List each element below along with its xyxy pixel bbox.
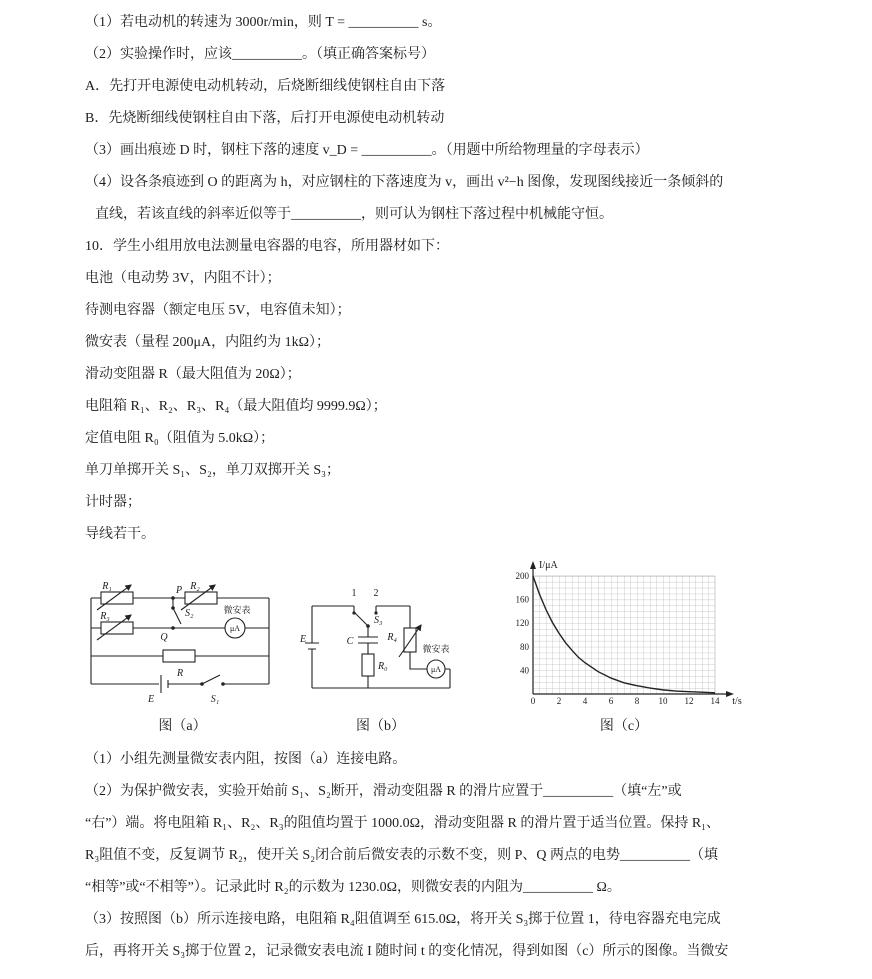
x-axis-label: t/s [732, 696, 742, 707]
label-pos1: 1 [351, 588, 357, 599]
label-r3: R₃ [100, 611, 110, 622]
x-tick-label: 4 [582, 696, 588, 706]
equipment-item: 滑动变阻器 R（最大阻值为 20Ω）； [85, 367, 301, 382]
resistor-r1 [101, 592, 133, 604]
text-line: 直线，若该直线的斜率近似等于__________，则可认为钢柱下落过程中机械能守恒。 [95, 207, 613, 222]
label-c: C [346, 636, 354, 647]
x-tick-label: 8 [634, 696, 640, 706]
text-line: （1）若电动机的转速为 3000r/min，则 T = __________ s。 [85, 15, 442, 30]
question-10-title: 10．学生小组用放电法测量电容器的电容，所用器材如下： [85, 239, 449, 254]
text-line: （3）按照图（b）所示连接电路，电阻箱 R₄阻值调至 615.0Ω，将开关 S₃掷于位置 1，待电容器充电完成 [85, 912, 721, 927]
microammeter-symbol: μA [229, 624, 241, 633]
node-p [171, 596, 175, 600]
label-s2: S₂ [185, 608, 194, 619]
resistor-r2 [185, 592, 217, 604]
equipment-item: 待测电容器（额定电压 5V，电容值未知）； [85, 303, 351, 318]
equipment-item: 导线若干。 [85, 527, 155, 542]
equipment-item: 单刀单掷开关 S₁、S₂，单刀双掷开关 S₃； [85, 463, 341, 478]
text-line: （2）实验操作时，应该__________。（填正确答案标号） [85, 47, 435, 62]
equipment-item: 计时器； [85, 495, 141, 510]
label-r: R [176, 668, 184, 679]
rheostat-r [163, 650, 195, 662]
figure-a-caption: 图（a） [158, 719, 207, 734]
label-e-a: E [147, 694, 155, 705]
battery-icon [161, 675, 168, 693]
figure-b [298, 580, 463, 735]
figure-a-circuit [85, 580, 280, 708]
text-line: （2）为保护微安表，实验开始前 S₁、S₂断开，滑动变阻器 R 的滑片应置于__________（填“左”或 [85, 784, 682, 799]
figure-c-caption: 图（c） [599, 719, 649, 734]
battery-icon [305, 643, 319, 649]
label-p: P [175, 585, 183, 596]
figure-c [499, 556, 749, 735]
label-s3: S₃ [374, 615, 383, 626]
x-tick-label: 12 [684, 696, 694, 706]
figure-b-circuit [298, 580, 463, 708]
x-tick-label: 6 [608, 696, 614, 706]
figures-row [85, 556, 834, 735]
microammeter-symbol: μA [430, 665, 442, 674]
resistor-r0 [362, 654, 374, 676]
text-line: “相等”或“不相等”）。记录此时 R₂的示数为 1230.0Ω，则微安表的内阻为__________ Ω。 [85, 880, 621, 895]
figure-c-plot [499, 556, 749, 708]
equipment-item: 定值电阻 R₀（阻值为 5.0kΩ）； [85, 431, 275, 446]
x-tick-label: 10 [658, 696, 668, 706]
label-q: Q [160, 632, 168, 643]
y-tick-label: 160 [515, 594, 529, 605]
label-pos2: 2 [373, 588, 379, 599]
figure-a [85, 580, 280, 735]
option-a: A．先打开电源使电动机转动，后烧断细线使钢柱自由下落 [85, 79, 446, 94]
label-s1: S₁ [210, 694, 220, 705]
label-r4: R₄ [387, 632, 397, 643]
resistor-r4 [404, 628, 416, 652]
x-tick-label: 14 [710, 696, 720, 706]
switch-s1-icon [202, 675, 220, 684]
label-r0: R₀ [378, 661, 388, 672]
label-r1: R₁ [102, 581, 112, 592]
y-axis-label: I/μA [539, 560, 558, 571]
label-meter-a: 微安表 [223, 605, 251, 615]
equipment-item: 微安表（量程 200μA，内阻约为 1kΩ）； [85, 335, 331, 350]
equipment-item: 电池（电动势 3V，内阻不计）； [85, 271, 281, 286]
switch-s3-icon [355, 613, 368, 626]
option-b: B．先烧断细线使钢柱自由下落，后打开电源使电动机转动 [85, 111, 445, 126]
label-meter-b: 微安表 [422, 644, 450, 654]
text-line: 后，再将开关 S₃掷于位置 2，记录微安表电流 I 随时间 t 的变化情况，得到如图（c）所示的图像。当微安 [85, 944, 729, 959]
node-q [171, 626, 175, 630]
text-line: （1）小组先测量微安表内阻，按图（a）连接电路。 [85, 752, 407, 767]
label-r2: R₂ [190, 581, 200, 592]
figure-b-caption: 图（b） [356, 719, 405, 734]
x-tick-label: 2 [556, 696, 562, 706]
resistor-r3 [101, 622, 133, 634]
text-line: （4）设各条痕迹到 O 的距离为 h，对应钢柱的下落速度为 v，画出 v²−h 图像，发现图线接近一条倾斜的 [85, 175, 724, 190]
label-e-b: E [300, 634, 307, 645]
equipment-item: 电阻箱 R₁、R₂、R₃、R₄（最大阻值均 9999.9Ω）； [85, 399, 387, 414]
y-tick-label: 80 [520, 641, 529, 652]
text-line: “右”）端。将电阻箱 R₁、R₂、R₃的阻值均置于 1000.0Ω，滑动变阻器 R 的滑片置于适当位置。保持 R₁、 [85, 816, 721, 831]
x-tick-label: 0 [530, 696, 536, 706]
y-tick-label: 200 [515, 571, 529, 581]
y-tick-label: 120 [515, 618, 529, 629]
text-line: R₃阻值不变，反复调节 R₂，使开关 S₂闭合前后微安表的示数不变，则 P、Q 两点的电势__________（填 [85, 848, 718, 863]
y-axis-arrow-icon [530, 561, 536, 569]
y-tick-label: 40 [520, 665, 529, 676]
text-line: （3）画出痕迹 D 时，钢柱下落的速度 v_D = __________。（用题中所给物理量的字母表示） [85, 143, 649, 158]
